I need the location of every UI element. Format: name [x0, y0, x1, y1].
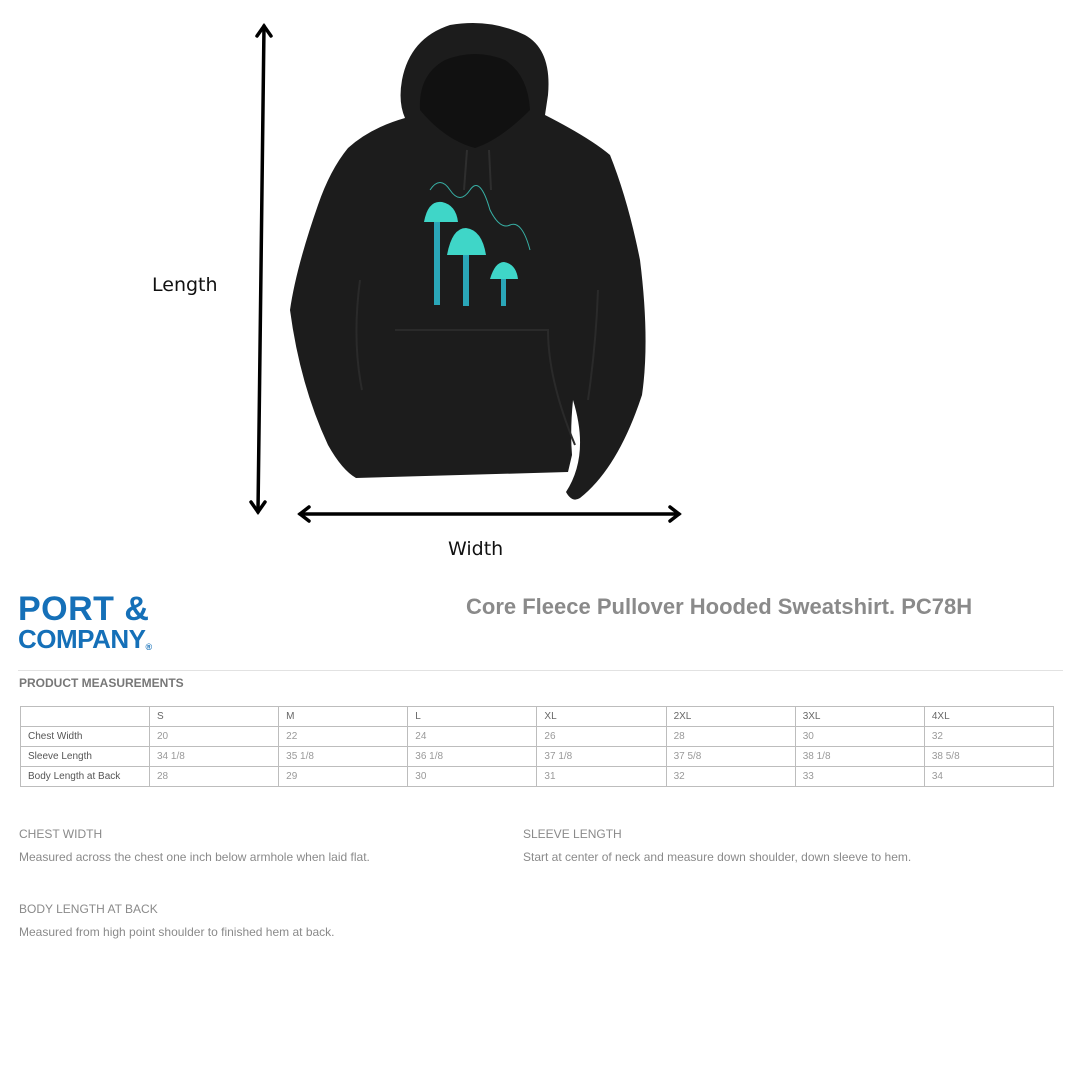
table-cell: 28	[150, 767, 279, 787]
logo-line-1: PORT &	[18, 590, 150, 628]
table-cell: 30	[795, 727, 924, 747]
table-cell: 34 1/8	[150, 747, 279, 767]
sleeve-length-title: SLEEVE LENGTH	[523, 827, 622, 841]
size-header: XL	[537, 707, 666, 727]
table-cell: 35 1/8	[279, 747, 408, 767]
width-label: Width	[448, 538, 504, 560]
divider	[18, 670, 1063, 671]
table-cell: 24	[408, 727, 537, 747]
table-header-row	[21, 707, 1054, 727]
table-cell: 32	[924, 727, 1053, 747]
length-arrow	[251, 26, 271, 512]
table-row	[21, 727, 1054, 747]
table-cell: 31	[537, 767, 666, 787]
table-row	[21, 767, 1054, 787]
table-cell: 22	[279, 727, 408, 747]
size-header: 3XL	[795, 707, 924, 727]
product-title: Core Fleece Pullover Hooded Sweatshirt. PC78H	[466, 594, 973, 619]
row-label: Chest Width	[21, 727, 150, 747]
table-row	[21, 747, 1054, 767]
table-cell: 37 5/8	[666, 747, 795, 767]
table-cell: 30	[408, 767, 537, 787]
chest-width-text: Measured across the chest one inch below armhole when laid flat.	[19, 850, 370, 864]
row-label: Sleeve Length	[21, 747, 150, 767]
size-header: 4XL	[924, 707, 1053, 727]
size-header: L	[408, 707, 537, 727]
body-length-text: Measured from high point shoulder to finished hem at back.	[19, 925, 335, 939]
port-company-logo	[18, 592, 152, 652]
size-header: S	[150, 707, 279, 727]
sleeve-length-text: Start at center of neck and measure down shoulder, down sleeve to hem.	[523, 850, 912, 864]
registered-mark: ®	[145, 642, 152, 652]
body-length-title: BODY LENGTH AT BACK	[19, 902, 158, 916]
table-cell: 26	[537, 727, 666, 747]
width-arrow	[300, 507, 679, 521]
table-cell: 20	[150, 727, 279, 747]
measurement-table	[20, 706, 1054, 787]
table-cell: 32	[666, 767, 795, 787]
table-cell: 37 1/8	[537, 747, 666, 767]
table-cell: 28	[666, 727, 795, 747]
row-label: Body Length at Back	[21, 767, 150, 787]
logo-line-2: COMPANY®	[18, 624, 152, 654]
measurements-section-title: PRODUCT MEASUREMENTS	[19, 676, 184, 690]
table-cell: 33	[795, 767, 924, 787]
size-header: 2XL	[666, 707, 795, 727]
table-cell: 29	[279, 767, 408, 787]
size-header: M	[279, 707, 408, 727]
table-cell: 36 1/8	[408, 747, 537, 767]
table-cell: 34	[924, 767, 1053, 787]
header-corner-cell	[21, 707, 150, 727]
table-cell: 38 1/8	[795, 747, 924, 767]
table-cell: 38 5/8	[924, 747, 1053, 767]
length-label: Length	[152, 274, 218, 296]
chest-width-title: CHEST WIDTH	[19, 827, 103, 841]
